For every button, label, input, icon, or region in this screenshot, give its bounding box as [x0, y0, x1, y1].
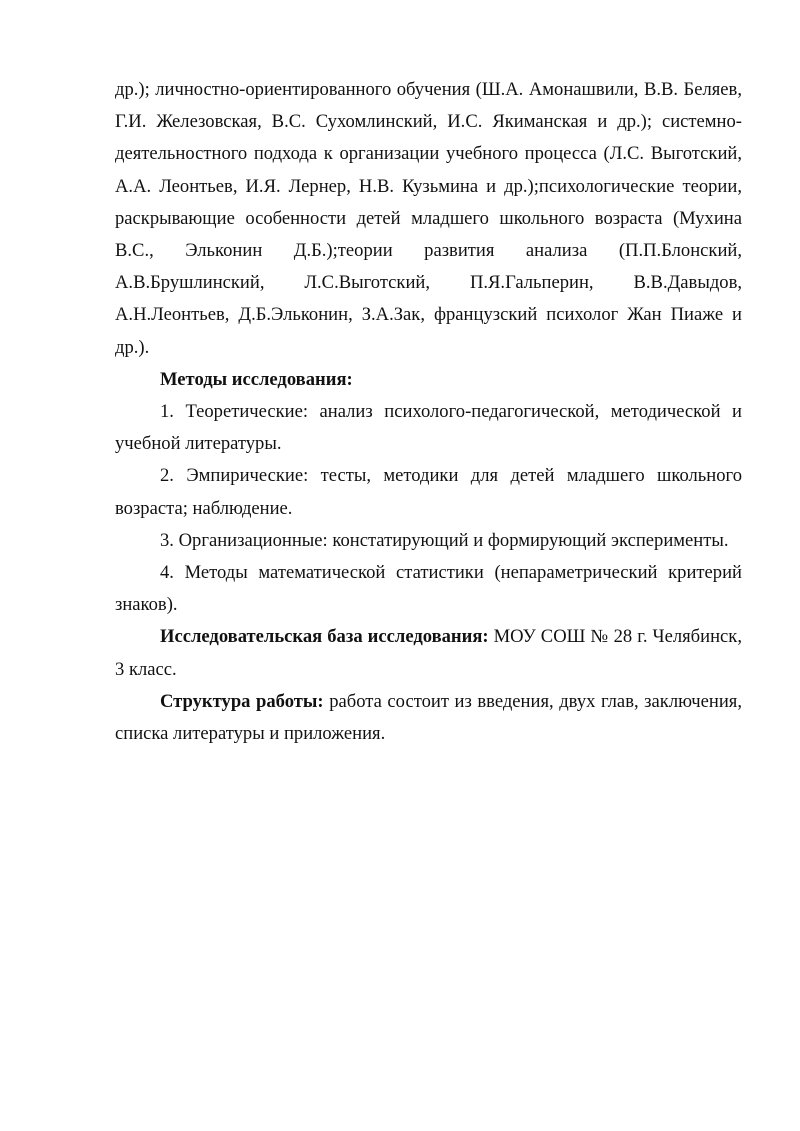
research-base-paragraph — [115, 621, 742, 685]
methods-heading: Методы исследования: — [160, 368, 353, 390]
work-structure-paragraph — [115, 686, 742, 750]
method-item-organizational: 3. Организационные: констатирующий и формирующий эксперименты. — [160, 529, 729, 551]
method-item-empirical: 2. Эмпирические: тесты, методики для детей младшего школьного возраста; наблюдение. — [115, 465, 742, 519]
intro-paragraph: др.); личностно-ориентированного обучения (Ш.А. Амонашвили, В.В. Беляев, Г.И. Железовская, В.С. Сухомлинский, И.С. Якиманская и др.); системно-деятельностного подхода к организации учебного процесса (Л.С. Выготский, А.А. Леонтьев, И.Я. Лернер, Н.В. Кузьмина и др.);психологические теории, раскрывающие особенности детей младшего школьного возраста (Мухина В.С., Эльконин Д.Б.);теории развития анализа (П.П.Блонский, А.В.Брушлинский, Л.С.Выготский, П.Я.Гальперин, В.В.Давыдов, А.Н.Леонтьев, Д.Б.Эльконин, З.А.Зак, французский психолог Жан Пиаже и др.). — [115, 79, 742, 358]
research-base-label: Исследовательская база исследования: — [160, 626, 489, 648]
work-structure-label: Структура работы: — [160, 690, 324, 712]
method-item-statistics: 4. Методы математической статистики (непараметрический критерий знаков). — [115, 562, 742, 616]
research-base-text: МОУ СОШ № 28 г. Челябинск, 3 класс. — [115, 626, 742, 680]
method-item-theoretical: 1. Теоретические: анализ психолого-педагогической, методической и учебной литературы. — [115, 401, 742, 455]
work-structure-text: работа состоит из введения, двух глав, заключения, списка литературы и приложения. — [115, 690, 742, 745]
